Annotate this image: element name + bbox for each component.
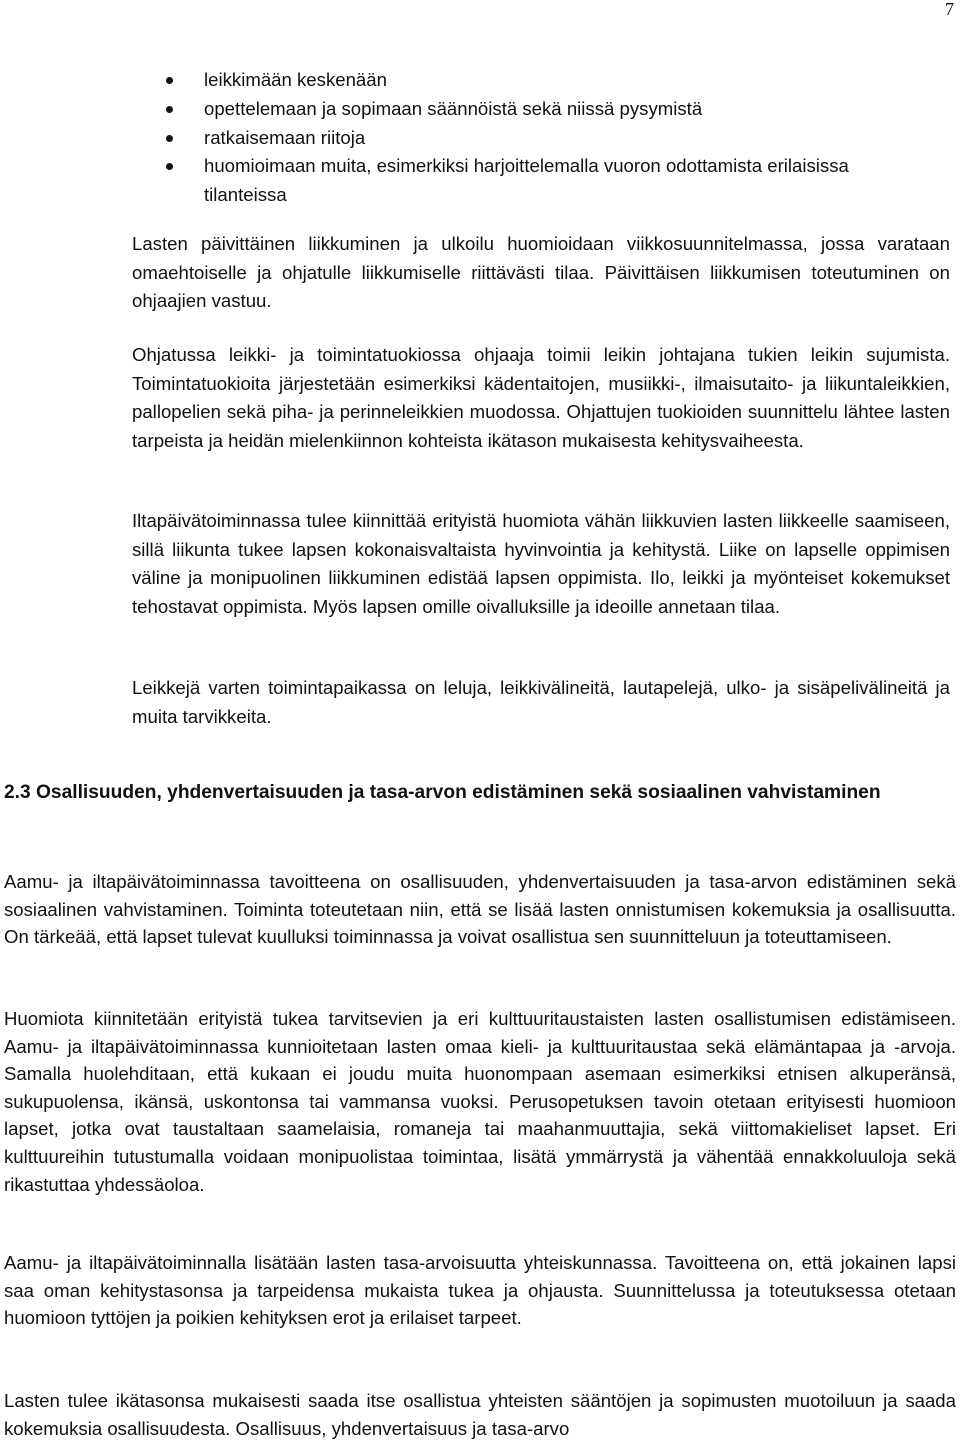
bullet-item: leikkimään keskenään <box>166 66 946 95</box>
paragraph-guided-activities: Ohjatussa leikki- ja toimintatuokiossa ohjaaja toimii leikin johtajana tukien leikin sujumista. Toimintatuokioita järjestetään esimerkiksi kädentaitojen, musiikki-, ilmaisutaito- ja liikuntaleikkien, pallopelien sekä piha- ja perinneleikkien muodossa. Ohjattujen tuokioiden suunnittelu lähtee lasten tarpeista ja heidän mielenkiinnon kohteista ikätason mukaisesta kehitysvaiheesta. <box>132 344 950 451</box>
paragraph-equality: Aamu- ja iltapäivätoiminnalla lisätään lasten tasa-arvoisuutta yhteiskunnassa. Tavoitteena on, että jokainen lapsi saa oman kehitystasonsa ja tarpeidensa mukaista tukea ja ohjausta. Suunnittelussa ja toteutuksessa otetaan huomioon tyttöjen ja poikien kehityksen erot ja erilaiset tarpeet. <box>4 1252 956 1329</box>
section-heading: 2.3 Osallisuuden, yhdenvertaisuuden ja tasa-arvon edistäminen sekä sosiaalinen vahvistaminen <box>4 782 881 803</box>
page-number: 7 <box>945 0 954 19</box>
paragraph-play-equipment: Leikkejä varten toimintapaikassa on leluja, leikkivälineitä, lautapelejä, ulko- ja sisäpelivälineitä ja muita tarvikkeita. <box>132 677 950 727</box>
paragraph-participation-goals: Aamu- ja iltapäivätoiminnassa tavoitteena on osallisuuden, yhdenvertaisuuden ja tasa-arvon edistäminen sekä sosiaalinen vahvistaminen. Toiminta toteutetaan niin, että se lisää lasten onnistumisen kokemuksia ja osallisuutta. On tärkeää, että lapset tulevat kuulluksi toiminnassa ja voivat osallistua sen suunnitteluun ja toteuttamiseen. <box>4 871 956 948</box>
paragraph-rules-participation: Lasten tulee ikätasonsa mukaisesti saada itse osallistua yhteisten sääntöjen ja sopimusten muotoiluun ja saada kokemuksia osallisuudesta. Osallisuus, yhdenvertaisuus ja tasa-arvo <box>4 1390 956 1439</box>
bullet-list <box>166 66 946 210</box>
bullet-item: ratkaisemaan riitoja <box>166 124 946 153</box>
paragraph-special-support: Huomiota kiinnitetään erityistä tukea tarvitsevien ja eri kulttuuritaustaisten lasten osallistumisen edistämiseen. Aamu- ja iltapäivätoiminnassa kunnioitetaan lasten omaa kieli- ja kulttuuritaustaa sekä elämäntapaa ja -arvoja. Samalla huolehditaan, että kukaan ei joudu muita huonompaan asemaan esimerkiksi etnisen alkuperänsä, sukupuolensa, ikänsä, uskontonsa tai vammansa vuoksi. Perusopetuksen tavoin otetaan erityisesti huomioon lapset, jotka ovat taustaltaan saamelaisia, romaneja tai maahanmuuttajia, sekä viittomakieliset lapset. Eri kulttuureihin tutustumalla voidaan monipuolistaa toimintaa, lisätä ymmärrystä ja vähentää ennakkoluuloja sekä rikastuttaa yhdessäoloa. <box>4 1008 956 1195</box>
bullet-item: huomioimaan muita, esimerkiksi harjoittelemalla vuoron odottamista erilaisissa tilanteissa <box>166 152 920 210</box>
paragraph-afternoon-activity: Iltapäivätoiminnassa tulee kiinnittää erityistä huomiota vähän liikkuvien lasten liikkeelle saamiseen, sillä liikunta tukee lapsen kokonaisvaltaista hyvinvointia ja kehitystä. Liike on lapselle oppimisen väline ja monipuolinen liikkuminen edistää lapsen oppimista. Ilo, leikki ja myönteiset kokemukset tehostavat oppimista. Myös lapsen omille oivalluksille ja ideoille annetaan tilaa. <box>132 510 950 617</box>
paragraph-daily-movement: Lasten päivittäinen liikkuminen ja ulkoilu huomioidaan viikkosuunnitelmassa, jossa varataan omaehtoiselle ja ohjatulle liikkumiselle riittävästi tilaa. Päivittäisen liikkumisen toteutuminen on ohjaajien vastuu. <box>132 233 950 312</box>
bullet-item: opettelemaan ja sopimaan säännöistä sekä niissä pysymistä <box>166 95 946 124</box>
